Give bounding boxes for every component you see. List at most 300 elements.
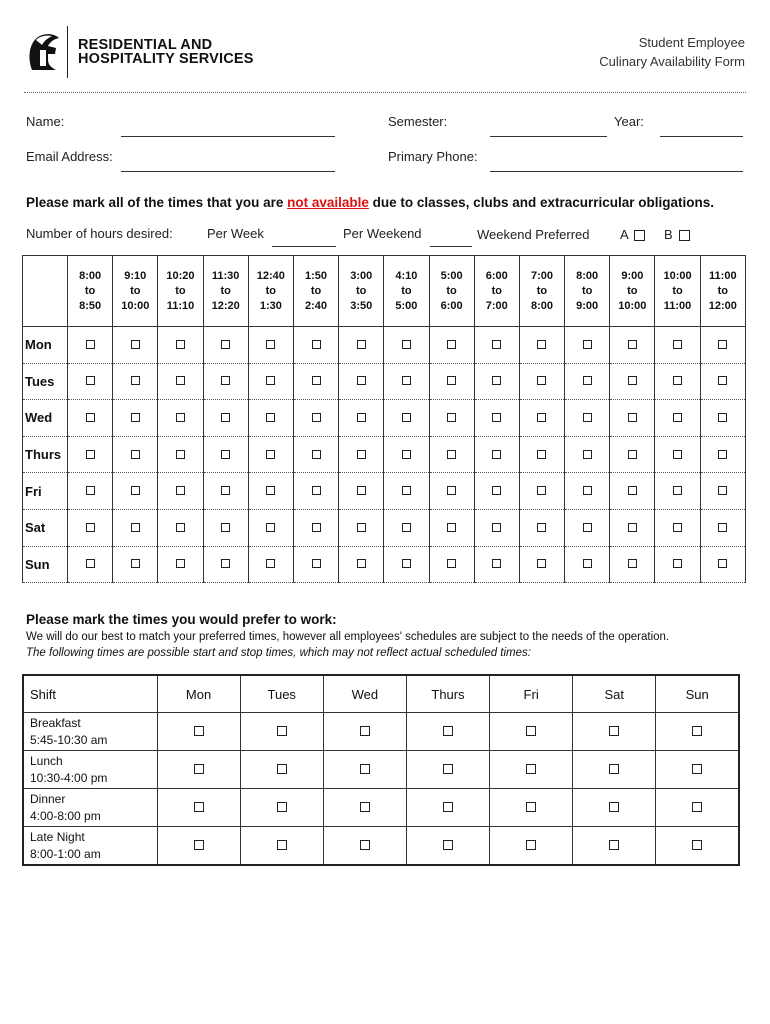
slot-cell: [519, 546, 564, 583]
prefer-checkbox[interactable]: [609, 840, 619, 850]
prefer-checkbox[interactable]: [692, 840, 702, 850]
slot-cell: [474, 546, 519, 583]
phone-field[interactable]: [490, 171, 743, 172]
corner-cell: [23, 256, 68, 327]
slot-cell: [293, 509, 338, 546]
time-slot-end: 8:50: [79, 299, 102, 312]
email-field[interactable]: [121, 171, 335, 172]
unavailable-checkbox[interactable]: [312, 450, 321, 459]
unavailable-checkbox[interactable]: [673, 523, 682, 532]
slot-cell: [565, 473, 610, 510]
shift-time: 4:00-8:00 pm: [30, 808, 101, 823]
unavailable-checkbox[interactable]: [357, 559, 366, 568]
unavailable-checkbox[interactable]: [357, 523, 366, 532]
shift-name: Late Night: [30, 829, 85, 844]
unavailable-checkbox[interactable]: [492, 413, 501, 422]
pref-cell: [323, 827, 406, 866]
slot-cell: [429, 327, 474, 364]
unavailable-checkbox[interactable]: [86, 413, 95, 422]
prefer-checkbox[interactable]: [443, 840, 453, 850]
unavailable-checkbox[interactable]: [583, 340, 592, 349]
unavailable-checkbox[interactable]: [628, 413, 637, 422]
unavailable-checkbox[interactable]: [312, 413, 321, 422]
unavailable-checkbox[interactable]: [86, 486, 95, 495]
unavailable-checkbox[interactable]: [447, 559, 456, 568]
unavailable-checkbox[interactable]: [312, 559, 321, 568]
unavailable-checkbox[interactable]: [402, 523, 411, 532]
unavailable-checkbox[interactable]: [402, 559, 411, 568]
time-slot-to: to: [175, 284, 186, 297]
unavailable-checkbox[interactable]: [673, 413, 682, 422]
time-slot-header: [339, 256, 384, 327]
unavailable-checkbox[interactable]: [131, 413, 140, 422]
shift-row: [23, 789, 739, 827]
header-rule: [24, 92, 746, 93]
name-field[interactable]: [121, 136, 335, 137]
unavailable-checkbox[interactable]: [492, 559, 501, 568]
pref-cell: [406, 751, 489, 789]
slot-cell: [474, 363, 519, 400]
time-slot-start: 10:00: [663, 269, 692, 282]
unavailable-checkbox[interactable]: [537, 450, 546, 459]
unavailable-checkbox[interactable]: [266, 413, 275, 422]
unavailable-checkbox[interactable]: [86, 340, 95, 349]
unavailable-checkbox[interactable]: [628, 559, 637, 568]
slot-cell: [519, 363, 564, 400]
time-slot-to: to: [717, 284, 728, 297]
unavailable-checkbox[interactable]: [492, 486, 501, 495]
pref-day-header: Sat: [573, 675, 656, 713]
unavailable-checkbox[interactable]: [176, 486, 185, 495]
slot-cell: [68, 400, 113, 437]
slot-cell: [158, 363, 203, 400]
slot-cell: [610, 509, 655, 546]
slot-cell: [248, 400, 293, 437]
pref-day-header: Tues: [240, 675, 323, 713]
slot-cell: [474, 400, 519, 437]
unavailable-checkbox[interactable]: [221, 340, 230, 349]
slot-cell: [565, 327, 610, 364]
slot-cell: [655, 400, 700, 437]
slot-cell: [113, 327, 158, 364]
unavailable-checkbox[interactable]: [447, 413, 456, 422]
pref-cell: [240, 713, 323, 751]
unavailable-checkbox[interactable]: [718, 559, 727, 568]
slot-cell: [700, 509, 745, 546]
pref-cell: [240, 789, 323, 827]
unavailable-checkbox[interactable]: [176, 376, 185, 385]
slot-cell: [158, 509, 203, 546]
instruction-text-after: due to classes, clubs and extracurricular obligations.: [368, 195, 714, 210]
time-slot-header: [158, 256, 203, 327]
unavailable-checkbox[interactable]: [492, 523, 501, 532]
unavailable-checkbox[interactable]: [131, 450, 140, 459]
slot-cell: [68, 546, 113, 583]
semester-field[interactable]: [490, 136, 607, 137]
unavailable-checkbox[interactable]: [628, 486, 637, 495]
unavailable-checkbox[interactable]: [583, 559, 592, 568]
shift-name: Lunch: [30, 753, 63, 768]
unavailable-checkbox[interactable]: [628, 376, 637, 385]
slot-cell: [610, 363, 655, 400]
unavailable-checkbox[interactable]: [447, 376, 456, 385]
unavailable-checkbox[interactable]: [266, 486, 275, 495]
slot-cell: [203, 436, 248, 473]
unavailable-checkbox[interactable]: [357, 376, 366, 385]
unavailable-checkbox[interactable]: [131, 559, 140, 568]
per-weekend-field[interactable]: [430, 246, 472, 247]
pref-cell: [573, 827, 656, 866]
unavailable-checkbox[interactable]: [628, 523, 637, 532]
unavailable-checkbox[interactable]: [673, 559, 682, 568]
unavailable-checkbox[interactable]: [266, 450, 275, 459]
unavailable-checkbox[interactable]: [583, 486, 592, 495]
unavailable-checkbox[interactable]: [266, 559, 275, 568]
time-slot-start: 9:00: [621, 269, 644, 282]
slot-cell: [700, 400, 745, 437]
unavailable-checkbox[interactable]: [718, 523, 727, 532]
time-slot-start: 9:10: [124, 269, 147, 282]
unavailable-checkbox[interactable]: [266, 376, 275, 385]
pref-day-header: Wed: [323, 675, 406, 713]
weekend-preferred-label: Weekend Preferred: [477, 227, 590, 242]
time-slot-start: 6:00: [485, 269, 508, 282]
time-slot-to: to: [310, 284, 322, 297]
unavailable-checkbox[interactable]: [402, 486, 411, 495]
time-slot-end: 9:00: [576, 299, 599, 312]
form-title-line2: Culinary Availability Form: [599, 54, 745, 69]
day-row: [23, 473, 746, 510]
day-row: [23, 363, 746, 400]
unavailable-checkbox[interactable]: [131, 376, 140, 385]
pref-cell: [573, 751, 656, 789]
unavailable-checkbox[interactable]: [221, 523, 230, 532]
slot-cell: [158, 400, 203, 437]
unavailable-checkbox[interactable]: [537, 486, 546, 495]
unavailable-checkbox[interactable]: [583, 376, 592, 385]
unavailable-checkbox[interactable]: [266, 523, 275, 532]
semester-label: Semester:: [388, 114, 448, 129]
unavailable-checkbox[interactable]: [447, 340, 456, 349]
slot-cell: [339, 363, 384, 400]
prefer-checkbox[interactable]: [526, 764, 536, 774]
time-slot-start: 4:10: [395, 269, 418, 282]
form-title-line1: Student Employee: [638, 35, 745, 50]
hours-desired-label: Number of hours desired:: [26, 226, 173, 241]
unavailable-checkbox[interactable]: [176, 413, 185, 422]
prefer-checkbox[interactable]: [360, 802, 370, 812]
day-row: [23, 509, 746, 546]
unavailable-checkbox[interactable]: [673, 486, 682, 495]
unavailable-checkbox[interactable]: [176, 450, 185, 459]
slot-cell: [384, 400, 429, 437]
slot-cell: [610, 436, 655, 473]
shift-time: 10:30-4:00 pm: [30, 770, 108, 785]
prefer-checkbox[interactable]: [194, 764, 204, 774]
prefer-checkbox[interactable]: [526, 726, 536, 736]
slot-cell: [203, 546, 248, 583]
unavailable-checkbox[interactable]: [673, 340, 682, 349]
email-label: Email Address:: [26, 149, 113, 164]
time-slot-end: 2:40: [305, 299, 328, 312]
pref-cell: [656, 789, 739, 827]
prefer-checkbox[interactable]: [443, 802, 453, 812]
slot-cell: [248, 327, 293, 364]
unavailable-checkbox[interactable]: [447, 486, 456, 495]
unavailable-checkbox[interactable]: [718, 340, 727, 349]
pref-cell: [157, 789, 240, 827]
slot-cell: [293, 327, 338, 364]
prefer-checkbox[interactable]: [194, 840, 204, 850]
slot-cell: [519, 436, 564, 473]
slot-cell: [293, 363, 338, 400]
slot-cell: [429, 473, 474, 510]
prefer-checkbox[interactable]: [277, 840, 287, 850]
preference-title: Please mark the times you would prefer to work:: [26, 612, 337, 627]
prefer-checkbox[interactable]: [360, 840, 370, 850]
slot-cell: [474, 473, 519, 510]
slot-cell: [429, 436, 474, 473]
prefer-checkbox[interactable]: [692, 802, 702, 812]
unavailable-checkbox[interactable]: [673, 450, 682, 459]
slot-cell: [655, 473, 700, 510]
unavailable-checkbox[interactable]: [266, 340, 275, 349]
slot-cell: [203, 327, 248, 364]
prefer-checkbox[interactable]: [277, 726, 287, 736]
slot-cell: [203, 473, 248, 510]
shift-name: Breakfast: [30, 715, 81, 730]
pref-cell: [157, 827, 240, 866]
pref-cell: [656, 827, 739, 866]
slot-cell: [519, 509, 564, 546]
year-label: Year:: [614, 114, 644, 129]
slot-cell: [203, 400, 248, 437]
unavailable-checkbox[interactable]: [176, 523, 185, 532]
unavailable-checkbox[interactable]: [402, 413, 411, 422]
unavailable-checkbox[interactable]: [86, 450, 95, 459]
slot-cell: [248, 509, 293, 546]
unavailable-checkbox[interactable]: [131, 340, 140, 349]
time-slot-to: to: [84, 284, 96, 297]
unavailable-checkbox[interactable]: [357, 450, 366, 459]
time-slot-start: 1:50: [305, 269, 328, 282]
slot-cell: [68, 363, 113, 400]
unavailable-checkbox[interactable]: [628, 450, 637, 459]
unavailable-checkbox[interactable]: [402, 450, 411, 459]
slot-cell: [655, 363, 700, 400]
slot-cell: [384, 436, 429, 473]
prefer-checkbox[interactable]: [609, 764, 619, 774]
slot-cell: [655, 546, 700, 583]
unavailable-checkbox[interactable]: [537, 376, 546, 385]
pref-cell: [323, 751, 406, 789]
prefer-checkbox[interactable]: [360, 726, 370, 736]
unavailable-checkbox[interactable]: [176, 340, 185, 349]
prefer-checkbox[interactable]: [360, 764, 370, 774]
unavailable-checkbox[interactable]: [447, 523, 456, 532]
slot-cell: [248, 473, 293, 510]
unavailable-checkbox[interactable]: [718, 413, 727, 422]
pref-cell: [406, 827, 489, 866]
slot-cell: [68, 436, 113, 473]
weekend-option-b-checkbox[interactable]: [679, 230, 690, 241]
unavailable-checkbox[interactable]: [583, 523, 592, 532]
unavailable-checkbox[interactable]: [221, 376, 230, 385]
pref-day-header: Fri: [490, 675, 573, 713]
shift-time: 8:00-1:00 am: [30, 846, 101, 861]
slot-cell: [655, 509, 700, 546]
unavailable-checkbox[interactable]: [537, 413, 546, 422]
unavailable-checkbox[interactable]: [86, 559, 95, 568]
pref-day-header: Mon: [157, 675, 240, 713]
per-week-field[interactable]: [272, 246, 336, 247]
prefer-checkbox[interactable]: [277, 802, 287, 812]
time-slot-header: [384, 256, 429, 327]
unavailable-checkbox[interactable]: [718, 486, 727, 495]
preference-note: We will do our best to match your preferred times, however all employees' schedules are subject to the needs of the operation.: [26, 631, 670, 643]
prefer-checkbox[interactable]: [692, 726, 702, 736]
unavailable-checkbox[interactable]: [673, 376, 682, 385]
slot-cell: [519, 327, 564, 364]
unavailable-checkbox[interactable]: [402, 340, 411, 349]
slot-cell: [429, 363, 474, 400]
unavailable-checkbox[interactable]: [312, 486, 321, 495]
time-slot-to: to: [491, 284, 502, 297]
time-slot-end: 12:20: [211, 299, 240, 312]
slot-cell: [519, 400, 564, 437]
time-slot-header: [610, 256, 655, 327]
time-slot-end: 8:00: [530, 299, 553, 312]
prefer-checkbox[interactable]: [609, 802, 619, 812]
unavailable-checkbox[interactable]: [583, 413, 592, 422]
unavailable-checkbox[interactable]: [357, 340, 366, 349]
unavailable-checkbox[interactable]: [628, 340, 637, 349]
pref-cell: [573, 789, 656, 827]
weekend-option-a-checkbox[interactable]: [634, 230, 645, 241]
slot-cell: [113, 473, 158, 510]
time-slot-start: 5:00: [440, 269, 463, 282]
unavailable-checkbox[interactable]: [492, 376, 501, 385]
time-slot-header: [203, 256, 248, 327]
prefer-checkbox[interactable]: [526, 802, 536, 812]
unavailable-checkbox[interactable]: [131, 523, 140, 532]
slot-cell: [384, 363, 429, 400]
prefer-checkbox[interactable]: [194, 802, 204, 812]
unavailable-checkbox[interactable]: [402, 376, 411, 385]
time-slot-start: 8:00: [576, 269, 599, 282]
slot-cell: [700, 436, 745, 473]
slot-cell: [113, 363, 158, 400]
pref-day-header: Sun: [656, 675, 739, 713]
slot-cell: [293, 400, 338, 437]
prefer-checkbox[interactable]: [609, 726, 619, 736]
unavailable-checkbox[interactable]: [492, 450, 501, 459]
slot-cell: [474, 436, 519, 473]
unavailable-checkbox[interactable]: [221, 486, 230, 495]
time-slot-to: to: [672, 284, 683, 297]
spartan-helmet-logo: [26, 30, 62, 74]
slot-cell: [113, 436, 158, 473]
slot-cell: [565, 546, 610, 583]
unavailable-checkbox[interactable]: [537, 340, 546, 349]
shift-row: [23, 751, 739, 789]
slot-cell: [610, 546, 655, 583]
slot-cell: [339, 473, 384, 510]
unavailable-checkbox[interactable]: [357, 413, 366, 422]
prefer-checkbox[interactable]: [692, 764, 702, 774]
slot-cell: [474, 509, 519, 546]
unavailable-checkbox[interactable]: [176, 559, 185, 568]
day-label: Sun: [23, 546, 68, 583]
instruction-text-before: Please mark all of the times that you are: [26, 195, 288, 210]
prefer-checkbox[interactable]: [443, 726, 453, 736]
slot-cell: [68, 473, 113, 510]
unavailable-checkbox[interactable]: [312, 376, 321, 385]
slot-cell: [339, 327, 384, 364]
time-slot-start: 7:00: [530, 269, 553, 282]
unavailable-checkbox[interactable]: [86, 376, 95, 385]
unavailable-checkbox[interactable]: [537, 523, 546, 532]
time-slot-end: 11:00: [663, 299, 692, 312]
unavailable-checkbox[interactable]: [537, 559, 546, 568]
time-slot-end: 11:10: [166, 299, 195, 312]
day-label: Fri: [23, 473, 68, 510]
unavailable-checkbox[interactable]: [492, 340, 501, 349]
pref-cell: [323, 789, 406, 827]
time-slot-to: to: [356, 284, 367, 297]
day-label: Sat: [23, 509, 68, 546]
slot-cell: [565, 436, 610, 473]
slot-cell: [700, 546, 745, 583]
unavailable-checkbox[interactable]: [583, 450, 592, 459]
unavailable-checkbox[interactable]: [718, 450, 727, 459]
prefer-checkbox[interactable]: [443, 764, 453, 774]
time-slot-end: 5:00: [395, 299, 418, 312]
slot-cell: [384, 509, 429, 546]
prefer-checkbox[interactable]: [194, 726, 204, 736]
unavailable-checkbox[interactable]: [357, 486, 366, 495]
time-slot-header: [655, 256, 700, 327]
prefer-checkbox[interactable]: [526, 840, 536, 850]
unavailable-checkbox[interactable]: [221, 413, 230, 422]
prefer-checkbox[interactable]: [277, 764, 287, 774]
unavailable-checkbox[interactable]: [221, 559, 230, 568]
shift-row: [23, 713, 739, 751]
weekend-option-a-label: A: [620, 227, 629, 242]
slot-cell: [203, 509, 248, 546]
unavailable-checkbox[interactable]: [312, 340, 321, 349]
pref-cell: [490, 751, 573, 789]
shift-preference-table: [22, 674, 740, 866]
slot-cell: [384, 546, 429, 583]
year-field[interactable]: [660, 136, 743, 137]
time-slot-end: 1:30: [259, 299, 282, 312]
slot-cell: [203, 363, 248, 400]
day-row: [23, 327, 746, 364]
unavailable-checkbox[interactable]: [312, 523, 321, 532]
pref-cell: [406, 789, 489, 827]
time-slot-end: 3:50: [350, 299, 373, 312]
unavailable-checkbox[interactable]: [447, 450, 456, 459]
day-row: [23, 546, 746, 583]
unavailable-checkbox[interactable]: [131, 486, 140, 495]
pref-cell: [656, 751, 739, 789]
unavailable-checkbox[interactable]: [86, 523, 95, 532]
slot-cell: [384, 473, 429, 510]
unavailable-checkbox[interactable]: [221, 450, 230, 459]
unavailable-checkbox[interactable]: [718, 376, 727, 385]
time-slot-start: 3:00: [350, 269, 373, 282]
